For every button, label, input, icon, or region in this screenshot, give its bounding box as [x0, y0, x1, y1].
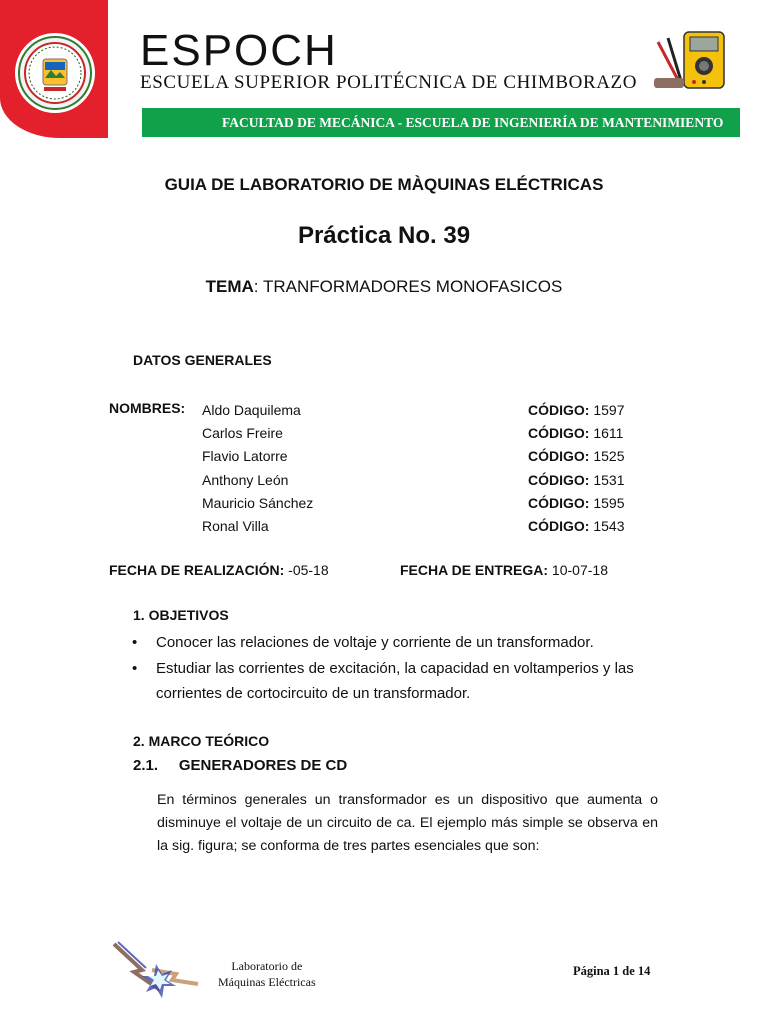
completion-date: [109, 562, 329, 578]
theory-paragraph: En términos generales un transformador es un dispositivo que aumenta o disminuye el voltaje de un circuito de ca. El ejemplo más simple se observa en la sig. figura; se conforma de tres partes esenciales que son:: [157, 792, 658, 854]
code-label: CÓDIGO:: [528, 425, 590, 442]
member-code-row: [528, 445, 625, 468]
objectives-list: [132, 630, 672, 707]
member-name: Ronal Villa: [202, 518, 269, 535]
code-label: CÓDIGO:: [528, 471, 590, 488]
delivery-date-label: FECHA DE ENTREGA:: [400, 562, 549, 578]
page-number-text: Página 1 de 14: [573, 964, 651, 978]
member-code: 1531: [589, 471, 625, 488]
member-code-row: [528, 492, 625, 515]
member-code-row: [528, 515, 625, 538]
member-code: 1525: [589, 448, 625, 465]
footer-lab-line2: Máquinas Eléctricas: [218, 975, 316, 989]
delivery-date-value: 10-07-18: [548, 562, 608, 578]
objective-text: Estudiar las corrientes de excitación, la capacidad en voltamperios y las corrientes de cortocircuito de un transformador.: [156, 659, 634, 702]
topic-separator: :: [253, 277, 259, 296]
member-name: Mauricio Sánchez: [202, 494, 314, 511]
list-item: [132, 630, 672, 656]
member-code-row: [528, 399, 625, 422]
general-data-heading: DATOS GENERALES: [133, 352, 272, 368]
member-code-row: [528, 469, 625, 492]
bullet-icon: •: [132, 659, 138, 677]
guide-title: GUIA DE LABORATORIO DE MÀQUINAS ELÉCTRICAS: [164, 175, 604, 194]
member-code: 1597: [589, 402, 625, 418]
delivery-date: [400, 562, 608, 578]
topic-line: [0, 277, 768, 297]
practice-number: Práctica No. 39: [297, 222, 471, 249]
member-name: Anthony León: [202, 471, 289, 488]
footer-lab-name: [218, 958, 316, 990]
topic-value: TRANFORMADORES MONOFASICOS: [258, 277, 563, 296]
code-label: CÓDIGO:: [528, 494, 590, 511]
completion-date-value: -05-18: [284, 562, 329, 578]
member-name: Aldo Daquilema: [202, 402, 301, 418]
espoch-seal-icon: [14, 32, 96, 114]
member-name: Flavio Latorre: [202, 448, 288, 465]
names-label: NOMBRES:: [109, 400, 186, 416]
page-number: [573, 964, 650, 979]
member-code-row: [528, 422, 625, 445]
faculty-bar: FACULTAD DE MECÁNICA - ESCUELA DE INGENIERÍA DE MANTENIMIENTO: [142, 108, 740, 137]
multimeter-icon: [654, 30, 728, 92]
brand-name: ESPOCH: [140, 26, 338, 75]
code-label: CÓDIGO:: [528, 518, 590, 535]
member-codes: [528, 399, 625, 538]
code-label: CÓDIGO:: [528, 402, 590, 418]
member-name: Carlos Freire: [202, 425, 283, 442]
footer-lightning-icon: [112, 940, 202, 1010]
list-item: [132, 656, 672, 707]
footer-lab-line1: Laboratorio de: [231, 959, 303, 973]
theory-heading: 2. MARCO TEÓRICO: [133, 733, 270, 749]
member-code: 1543: [589, 518, 625, 535]
bullet-icon: •: [132, 634, 138, 651]
topic-label: TEMA: [205, 277, 254, 296]
theory-subheading: 2.1. GENERADORES DE CD: [133, 757, 348, 774]
objective-text: Conocer las relaciones de voltaje y corriente de un transformador.: [156, 634, 594, 651]
member-names: [202, 399, 313, 538]
member-code: 1611: [589, 425, 624, 442]
completion-date-label: FECHA DE REALIZACIÓN:: [109, 562, 285, 578]
school-name: ESCUELA SUPERIOR POLITÉCNICA DE CHIMBORAZO: [140, 72, 638, 93]
member-code: 1595: [589, 494, 625, 511]
code-label: CÓDIGO:: [528, 448, 590, 465]
objectives-heading: 1. OBJETIVOS: [133, 607, 229, 623]
